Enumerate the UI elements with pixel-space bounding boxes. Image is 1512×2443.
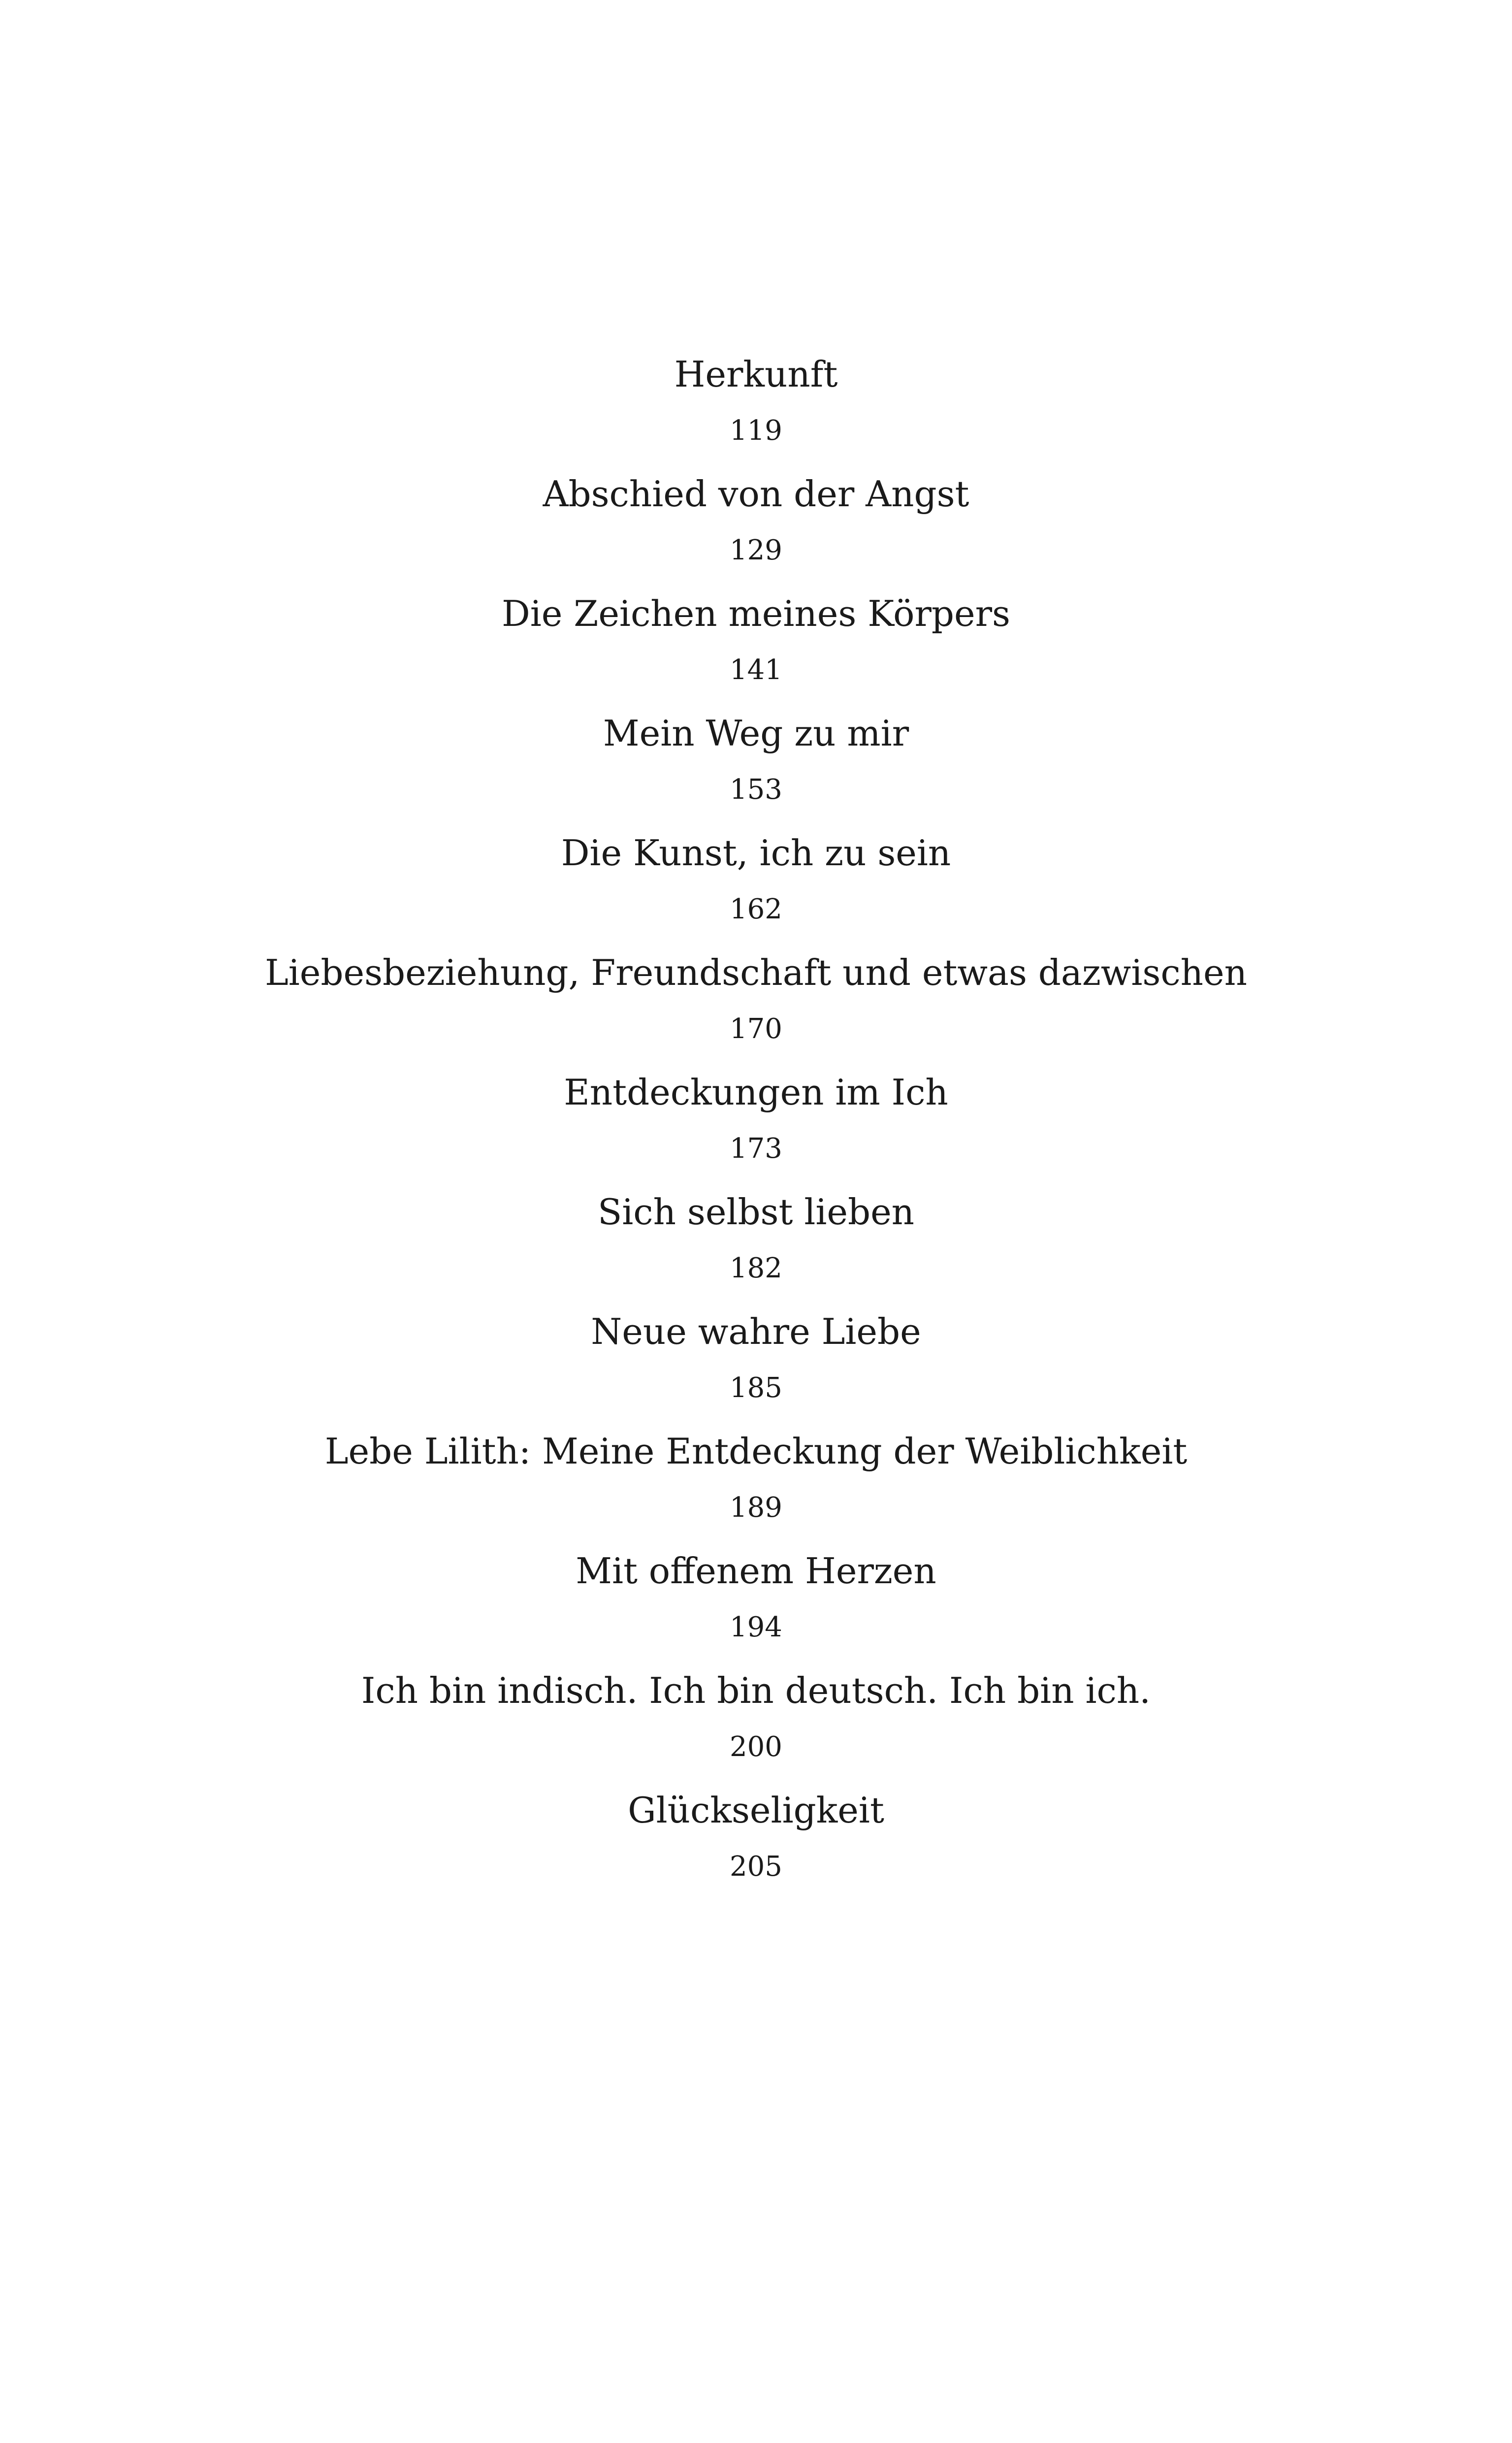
toc-entry[interactable]: [0, 699, 1512, 818]
toc-entry[interactable]: [0, 459, 1512, 579]
toc-entry[interactable]: [0, 1776, 1512, 1895]
toc-entry[interactable]: [0, 1297, 1512, 1417]
toc-entry-page-number: 205: [730, 1851, 782, 1883]
toc-entry-page-number: 141: [730, 654, 782, 686]
toc-entry[interactable]: [0, 1656, 1512, 1776]
toc-entry-title: Abschied von der Angst: [543, 473, 969, 515]
toc-entry-title: Glückseligkeit: [628, 1790, 884, 1831]
toc-entry-page-number: 194: [730, 1611, 782, 1643]
toc-entry-page-number: 185: [730, 1372, 782, 1404]
toc-entry-title: Sich selbst lieben: [597, 1191, 915, 1233]
toc-entry[interactable]: [0, 340, 1512, 459]
toc-entry-title: Lebe Lilith: Meine Entdeckung der Weiblichkeit: [324, 1431, 1188, 1472]
toc-entry[interactable]: [0, 938, 1512, 1058]
toc-entry-page-number: 162: [730, 893, 782, 925]
toc-entry-title: Die Kunst, ich zu sein: [561, 832, 951, 874]
toc-entry-page-number: 170: [730, 1013, 782, 1045]
toc-entry[interactable]: [0, 1177, 1512, 1297]
toc-entry-title: Liebesbeziehung, Freundschaft und etwas dazwischen: [264, 952, 1248, 993]
toc-entry[interactable]: [0, 1536, 1512, 1656]
toc-entry-title: Die Zeichen meines Körpers: [502, 593, 1010, 634]
toc-entry-title: Mit offenem Herzen: [576, 1550, 936, 1592]
toc-entry[interactable]: [0, 1058, 1512, 1177]
toc-entry-page-number: 173: [730, 1133, 782, 1165]
toc-entry[interactable]: [0, 579, 1512, 699]
toc-entry-page-number: 200: [730, 1731, 782, 1763]
toc-entry-title: Herkunft: [674, 354, 838, 395]
toc-entry-title: Entdeckungen im Ich: [564, 1072, 948, 1113]
toc-entry-page-number: 129: [730, 534, 782, 566]
toc-entry[interactable]: [0, 818, 1512, 938]
toc-entry-title: Neue wahre Liebe: [591, 1311, 921, 1352]
toc-entry-title: Mein Weg zu mir: [603, 713, 909, 754]
toc-entry-page-number: 182: [730, 1252, 782, 1284]
toc-entry-page-number: 153: [730, 774, 782, 806]
toc-entry-title: Ich bin indisch. Ich bin deutsch. Ich bin ich.: [361, 1670, 1151, 1711]
toc-entry[interactable]: [0, 1417, 1512, 1536]
toc-entry-page-number: 119: [730, 415, 782, 447]
table-of-contents: [0, 340, 1512, 1895]
toc-entry-page-number: 189: [730, 1492, 782, 1524]
